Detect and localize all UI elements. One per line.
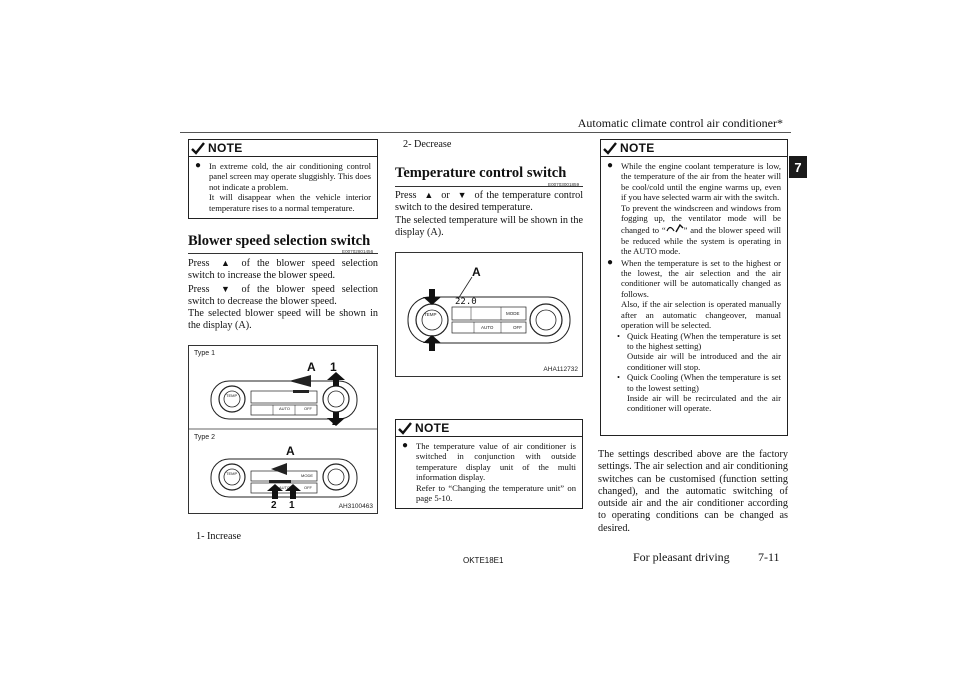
note-header xyxy=(189,140,377,157)
note-body xyxy=(601,157,787,418)
figure-code: AH3100463 xyxy=(338,503,373,510)
note-text: While the engine coolant temperature is low, the temperature of the air from the heater will be cool/cold until the engine warms up, even if you have selected warm air with the switch. xyxy=(621,161,781,203)
arrow-up-icon: ▲ xyxy=(424,190,434,200)
sub-bullet-icon: • xyxy=(617,330,621,341)
label-a-type1: A xyxy=(307,360,316,374)
checkmark-icon xyxy=(191,142,205,155)
mode-label: MODE xyxy=(506,311,520,316)
label-a-type2: A xyxy=(286,444,295,458)
arrow-down-icon: ▼ xyxy=(457,190,467,200)
chapter-tab: 7 xyxy=(789,156,807,178)
note-header xyxy=(601,140,787,157)
section-code-blower: E00702801456 xyxy=(342,249,374,254)
footer-page: 7-11 xyxy=(758,550,780,564)
note-text-2: It will disappear when the vehicle interior temperature rises to a normal temperature. xyxy=(209,192,371,213)
arrow-down-icon: ▼ xyxy=(221,283,230,294)
bullet-icon: ● xyxy=(607,256,614,268)
blower-text xyxy=(188,257,378,333)
figure-code: AHA112732 xyxy=(543,366,578,373)
header-rule xyxy=(180,132,791,133)
temperature-instruction: of the temperature control switch to the desired temperature. xyxy=(395,190,584,214)
press-word: Press xyxy=(188,258,210,269)
press-word: Press xyxy=(188,283,210,295)
note-text-2: Refer to “Changing the temperature unit” on page 5-10. xyxy=(416,482,576,504)
label-2-type1: 2 xyxy=(332,417,338,428)
note-text-fog xyxy=(621,203,781,257)
footer-section: For pleasant driving xyxy=(633,550,730,564)
mode-label-t2: MODE xyxy=(301,473,313,478)
note-text-2: When the temperature is set to the highest or the lowest, the air selection and the air conditioner will be automatically changed as follows. xyxy=(621,257,781,299)
note-header xyxy=(396,420,582,437)
legend-increase: 1- Increase xyxy=(196,531,241,542)
type2-label: Type 2 xyxy=(194,434,216,441)
off-label-t1: OFF xyxy=(304,406,312,411)
or-word: or xyxy=(441,190,450,201)
off-label-t2: OFF xyxy=(304,485,312,490)
figure-blower-panels xyxy=(188,345,378,514)
note-label: NOTE xyxy=(620,141,655,155)
quick-heating-detail: Outside air will be introduced and the air conditioner will stop. xyxy=(627,351,781,372)
blower-display-text: The selected blower speed will be shown in the display (A). xyxy=(188,308,378,332)
footer-code: OKTE18E1 xyxy=(463,556,504,565)
off-label: OFF xyxy=(513,325,522,330)
label-1-type1: 1 xyxy=(330,360,337,374)
note-text-fog-pre: To prevent the windscreen and windows from fogging up, the ventilator mode will be changed to “ xyxy=(621,202,781,236)
bullet-icon: ● xyxy=(607,160,614,171)
temp-label-t1: TEMP xyxy=(226,393,238,398)
auto-label: AUTO xyxy=(481,325,494,330)
checkmark-icon xyxy=(603,142,617,155)
quick-cooling-text: Quick Cooling (When the temperature is set to the lowest setting) xyxy=(627,372,781,393)
note-text-2b: Also, if the air selection is operated manually after an automatic changeover, manual operation will be selected. xyxy=(621,299,781,331)
note-box-right xyxy=(600,139,788,436)
blower-increase-text: of the blower speed selection switch to increase the blower speed. xyxy=(188,258,379,282)
auto-label-t1: AUTO xyxy=(279,406,291,411)
section-rule xyxy=(188,253,378,254)
figure-temperature-panel xyxy=(395,252,583,377)
bullet-icon: ● xyxy=(402,440,409,451)
section-rule xyxy=(395,186,583,187)
type1-label: Type 1 xyxy=(194,350,216,357)
note-box-left xyxy=(188,139,378,219)
section-title-temperature: Temperature control switch xyxy=(395,165,567,181)
label-1-type2: 1 xyxy=(289,500,295,511)
note-label: NOTE xyxy=(415,421,450,435)
sub-bullet-icon: • xyxy=(617,372,621,383)
label-2-type2: 2 xyxy=(271,500,277,511)
checkmark-icon xyxy=(398,422,412,435)
defrost-foot-mode-icon xyxy=(666,223,684,233)
note-text: In extreme cold, the air conditioning control panel screen may operate sluggishly. This does not indicate a problem. xyxy=(209,161,371,192)
note-box-middle xyxy=(395,419,583,509)
arrow-up-icon: ▲ xyxy=(221,258,230,268)
note-body xyxy=(189,157,377,217)
label-a-temp: A xyxy=(472,265,481,279)
temp-label-t2: TEMP xyxy=(226,471,238,476)
bullet-icon: ● xyxy=(195,160,202,171)
section-title-blower: Blower speed selection switch xyxy=(188,233,371,249)
press-word: Press xyxy=(395,190,417,201)
note-label: NOTE xyxy=(208,141,243,155)
temperature-text xyxy=(395,189,583,239)
temp-label: TEMP xyxy=(424,312,437,317)
quick-cooling-detail: Inside air will be recirculated and the air conditioner will operate. xyxy=(627,392,781,414)
temperature-display: 22.0 xyxy=(455,297,477,307)
temperature-display-text: The selected temperature will be shown in the display (A). xyxy=(395,214,583,238)
quick-heating-text: Quick Heating (When the temperature is set to the highest setting) xyxy=(627,330,781,351)
settings-paragraph: The settings described above are the factory settings. The air selection and air conditioning switches can be customised (function setting changed), and the automatic switching of outside air and the air conditioner according to operating conditions can be changed as desired. xyxy=(598,449,788,534)
blower-decrease-text: of the blower speed selection switch to decrease the blower speed. xyxy=(188,283,379,307)
legend-decrease: 2- Decrease xyxy=(403,139,452,150)
auto-label-t2: AUTO xyxy=(279,485,291,490)
note-text-fog-post: ” and the blower speed will be reduced while the system is operating in the AUTO mode. xyxy=(621,225,781,257)
section-code-temperature: E00703001859 xyxy=(548,182,580,187)
header-title: Automatic climate control air conditioner* xyxy=(577,116,783,130)
note-body xyxy=(396,437,582,507)
note-text: The temperature value of air conditioner is switched in conjunction with outside temperature display unit of the multi information display. xyxy=(416,441,576,483)
